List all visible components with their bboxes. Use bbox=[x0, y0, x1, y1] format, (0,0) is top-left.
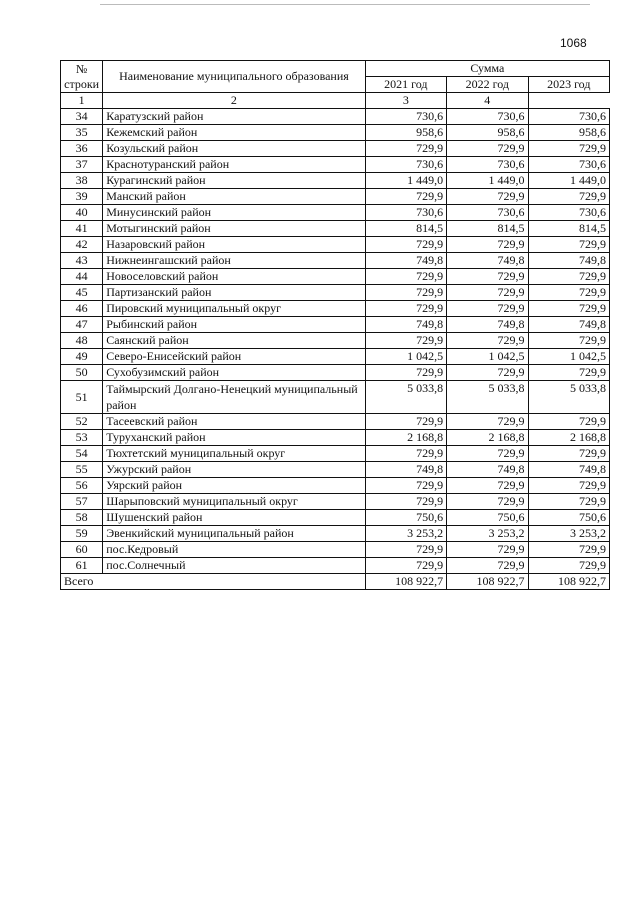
row-number: 45 bbox=[61, 285, 103, 301]
value-2022: 5 033,8 bbox=[447, 381, 528, 414]
value-2021: 730,6 bbox=[365, 205, 446, 221]
value-2022: 1 042,5 bbox=[447, 349, 528, 365]
value-2023: 729,9 bbox=[528, 478, 609, 494]
row-number: 49 bbox=[61, 349, 103, 365]
table-body bbox=[61, 109, 610, 574]
row-number: 48 bbox=[61, 333, 103, 349]
municipality-name: Уярский район bbox=[103, 478, 365, 494]
municipality-name: Рыбинский район bbox=[103, 317, 365, 333]
value-2023: 729,9 bbox=[528, 446, 609, 462]
row-number: 43 bbox=[61, 253, 103, 269]
value-2023: 750,6 bbox=[528, 510, 609, 526]
row-number: 58 bbox=[61, 510, 103, 526]
column-index: 2 bbox=[103, 93, 365, 109]
row-number: 44 bbox=[61, 269, 103, 285]
row-number: 46 bbox=[61, 301, 103, 317]
municipality-name: Курагинский район bbox=[103, 173, 365, 189]
value-2023: 729,9 bbox=[528, 237, 609, 253]
municipality-name: пос.Кедровый bbox=[103, 542, 365, 558]
municipality-name: Мотыгинский район bbox=[103, 221, 365, 237]
municipality-name: Шарыповский муниципальный округ bbox=[103, 494, 365, 510]
table-row bbox=[61, 365, 610, 381]
column-index: 4 bbox=[447, 93, 528, 109]
value-2021: 729,9 bbox=[365, 301, 446, 317]
municipality-name: Каратузский район bbox=[103, 109, 365, 125]
value-2022: 729,9 bbox=[447, 189, 528, 205]
value-2023: 729,9 bbox=[528, 365, 609, 381]
value-2021: 814,5 bbox=[365, 221, 446, 237]
municipality-name: Сухобузимский район bbox=[103, 365, 365, 381]
row-number: 51 bbox=[61, 381, 103, 414]
total-value-2022: 108 922,7 bbox=[447, 574, 528, 590]
row-number: 36 bbox=[61, 141, 103, 157]
value-2023: 729,9 bbox=[528, 333, 609, 349]
value-2021: 730,6 bbox=[365, 157, 446, 173]
value-2023: 2 168,8 bbox=[528, 430, 609, 446]
table-row bbox=[61, 269, 610, 285]
value-2023: 749,8 bbox=[528, 462, 609, 478]
row-number: 40 bbox=[61, 205, 103, 221]
value-2021: 749,8 bbox=[365, 253, 446, 269]
table-row bbox=[61, 349, 610, 365]
municipality-name: Таймырский Долгано-Ненецкий муниципальный район bbox=[103, 381, 365, 414]
value-2023: 958,6 bbox=[528, 125, 609, 141]
value-2021: 729,9 bbox=[365, 141, 446, 157]
column-index: 3 bbox=[365, 93, 446, 109]
header-year-2021: 2021 год bbox=[365, 77, 446, 93]
value-2021: 729,9 bbox=[365, 414, 446, 430]
municipality-name: Манский район bbox=[103, 189, 365, 205]
table-row bbox=[61, 462, 610, 478]
row-number: 42 bbox=[61, 237, 103, 253]
value-2021: 729,9 bbox=[365, 478, 446, 494]
value-2022: 3 253,2 bbox=[447, 526, 528, 542]
table-row bbox=[61, 333, 610, 349]
value-2022: 729,9 bbox=[447, 269, 528, 285]
value-2023: 729,9 bbox=[528, 494, 609, 510]
total-label: Всего bbox=[61, 574, 366, 590]
header-name: Наименование муниципального образования bbox=[103, 61, 365, 93]
municipality-name: Эвенкийский муниципальный район bbox=[103, 526, 365, 542]
value-2023: 729,9 bbox=[528, 301, 609, 317]
header-year-2022: 2022 год bbox=[447, 77, 528, 93]
table-row bbox=[61, 205, 610, 221]
table-row bbox=[61, 189, 610, 205]
municipality-name: Минусинский район bbox=[103, 205, 365, 221]
header-sum: Сумма bbox=[365, 61, 609, 77]
value-2023: 730,6 bbox=[528, 205, 609, 221]
value-2021: 1 042,5 bbox=[365, 349, 446, 365]
value-2022: 2 168,8 bbox=[447, 430, 528, 446]
value-2022: 729,9 bbox=[447, 333, 528, 349]
table-row bbox=[61, 558, 610, 574]
value-2022: 749,8 bbox=[447, 253, 528, 269]
table-row bbox=[61, 237, 610, 253]
row-number: 37 bbox=[61, 157, 103, 173]
value-2022: 729,9 bbox=[447, 542, 528, 558]
value-2023: 729,9 bbox=[528, 414, 609, 430]
value-2021: 729,9 bbox=[365, 189, 446, 205]
header-year-2023: 2023 год bbox=[528, 77, 609, 93]
column-index: 1 bbox=[61, 93, 103, 109]
value-2021: 749,8 bbox=[365, 462, 446, 478]
value-2022: 729,9 bbox=[447, 446, 528, 462]
top-border-line bbox=[100, 4, 590, 5]
table-row bbox=[61, 109, 610, 125]
municipality-name: Тюхтетский муниципальный округ bbox=[103, 446, 365, 462]
total-value-2021: 108 922,7 bbox=[365, 574, 446, 590]
table-row bbox=[61, 381, 610, 414]
value-2021: 730,6 bbox=[365, 109, 446, 125]
page-number: 1068 bbox=[560, 36, 587, 50]
municipality-name: Партизанский район bbox=[103, 285, 365, 301]
value-2021: 729,9 bbox=[365, 333, 446, 349]
table-row bbox=[61, 157, 610, 173]
row-number: 53 bbox=[61, 430, 103, 446]
value-2023: 749,8 bbox=[528, 317, 609, 333]
value-2022: 729,9 bbox=[447, 285, 528, 301]
table-row bbox=[61, 301, 610, 317]
value-2022: 729,9 bbox=[447, 478, 528, 494]
value-2023: 1 042,5 bbox=[528, 349, 609, 365]
table-row bbox=[61, 173, 610, 189]
municipality-name: Тасеевский район bbox=[103, 414, 365, 430]
value-2022: 729,9 bbox=[447, 494, 528, 510]
value-2021: 958,6 bbox=[365, 125, 446, 141]
total-value-2023: 108 922,7 bbox=[528, 574, 609, 590]
table-row bbox=[61, 125, 610, 141]
municipality-name: Пировский муниципальный округ bbox=[103, 301, 365, 317]
value-2022: 730,6 bbox=[447, 205, 528, 221]
table-row bbox=[61, 478, 610, 494]
row-number: 50 bbox=[61, 365, 103, 381]
value-2021: 749,8 bbox=[365, 317, 446, 333]
value-2022: 729,9 bbox=[447, 141, 528, 157]
municipality-name: пос.Солнечный bbox=[103, 558, 365, 574]
row-number: 54 bbox=[61, 446, 103, 462]
table-row bbox=[61, 221, 610, 237]
value-2023: 730,6 bbox=[528, 157, 609, 173]
value-2023: 729,9 bbox=[528, 189, 609, 205]
value-2021: 750,6 bbox=[365, 510, 446, 526]
municipality-name: Кежемский район bbox=[103, 125, 365, 141]
municipality-name: Саянский район bbox=[103, 333, 365, 349]
value-2023: 5 033,8 bbox=[528, 381, 609, 414]
value-2022: 729,9 bbox=[447, 558, 528, 574]
table-row bbox=[61, 141, 610, 157]
value-2022: 730,6 bbox=[447, 109, 528, 125]
value-2023: 730,6 bbox=[528, 109, 609, 125]
table-row bbox=[61, 542, 610, 558]
value-2023: 1 449,0 bbox=[528, 173, 609, 189]
value-2023: 729,9 bbox=[528, 269, 609, 285]
municipality-name: Козульский район bbox=[103, 141, 365, 157]
header-row-number: № строки bbox=[61, 61, 103, 93]
row-number: 34 bbox=[61, 109, 103, 125]
value-2021: 729,9 bbox=[365, 494, 446, 510]
total-row bbox=[61, 574, 610, 590]
table-row bbox=[61, 317, 610, 333]
value-2022: 814,5 bbox=[447, 221, 528, 237]
value-2021: 729,9 bbox=[365, 542, 446, 558]
value-2021: 729,9 bbox=[365, 558, 446, 574]
value-2022: 729,9 bbox=[447, 414, 528, 430]
value-2021: 3 253,2 bbox=[365, 526, 446, 542]
row-number: 47 bbox=[61, 317, 103, 333]
table-row bbox=[61, 494, 610, 510]
municipality-name: Нижнеингашский район bbox=[103, 253, 365, 269]
row-number: 41 bbox=[61, 221, 103, 237]
value-2021: 729,9 bbox=[365, 269, 446, 285]
value-2022: 958,6 bbox=[447, 125, 528, 141]
value-2022: 729,9 bbox=[447, 237, 528, 253]
table-row bbox=[61, 253, 610, 269]
value-2022: 1 449,0 bbox=[447, 173, 528, 189]
municipality-name: Туруханский район bbox=[103, 430, 365, 446]
budget-table bbox=[60, 60, 610, 590]
table-row bbox=[61, 430, 610, 446]
row-number: 60 bbox=[61, 542, 103, 558]
row-number: 56 bbox=[61, 478, 103, 494]
municipality-name: Новоселовский район bbox=[103, 269, 365, 285]
value-2021: 729,9 bbox=[365, 365, 446, 381]
value-2023: 729,9 bbox=[528, 558, 609, 574]
value-2021: 729,9 bbox=[365, 237, 446, 253]
municipality-name: Назаровский район bbox=[103, 237, 365, 253]
municipality-name: Шушенский район bbox=[103, 510, 365, 526]
value-2023: 3 253,2 bbox=[528, 526, 609, 542]
row-number: 59 bbox=[61, 526, 103, 542]
value-2023: 729,9 bbox=[528, 141, 609, 157]
table-row bbox=[61, 414, 610, 430]
value-2022: 729,9 bbox=[447, 365, 528, 381]
value-2021: 729,9 bbox=[365, 285, 446, 301]
table-row bbox=[61, 510, 610, 526]
value-2022: 729,9 bbox=[447, 301, 528, 317]
municipality-name: Краснотуранский район bbox=[103, 157, 365, 173]
value-2023: 814,5 bbox=[528, 221, 609, 237]
value-2021: 5 033,8 bbox=[365, 381, 446, 414]
row-number: 38 bbox=[61, 173, 103, 189]
row-number: 52 bbox=[61, 414, 103, 430]
value-2023: 749,8 bbox=[528, 253, 609, 269]
value-2021: 2 168,8 bbox=[365, 430, 446, 446]
value-2021: 1 449,0 bbox=[365, 173, 446, 189]
value-2022: 750,6 bbox=[447, 510, 528, 526]
row-number: 39 bbox=[61, 189, 103, 205]
value-2023: 729,9 bbox=[528, 285, 609, 301]
municipality-name: Ужурский район bbox=[103, 462, 365, 478]
table-row bbox=[61, 526, 610, 542]
value-2022: 749,8 bbox=[447, 317, 528, 333]
value-2022: 730,6 bbox=[447, 157, 528, 173]
table-row bbox=[61, 285, 610, 301]
row-number: 61 bbox=[61, 558, 103, 574]
table-row bbox=[61, 446, 610, 462]
municipality-name: Северо-Енисейский район bbox=[103, 349, 365, 365]
row-number: 55 bbox=[61, 462, 103, 478]
value-2023: 729,9 bbox=[528, 542, 609, 558]
value-2021: 729,9 bbox=[365, 446, 446, 462]
row-number: 57 bbox=[61, 494, 103, 510]
value-2022: 749,8 bbox=[447, 462, 528, 478]
row-number: 35 bbox=[61, 125, 103, 141]
